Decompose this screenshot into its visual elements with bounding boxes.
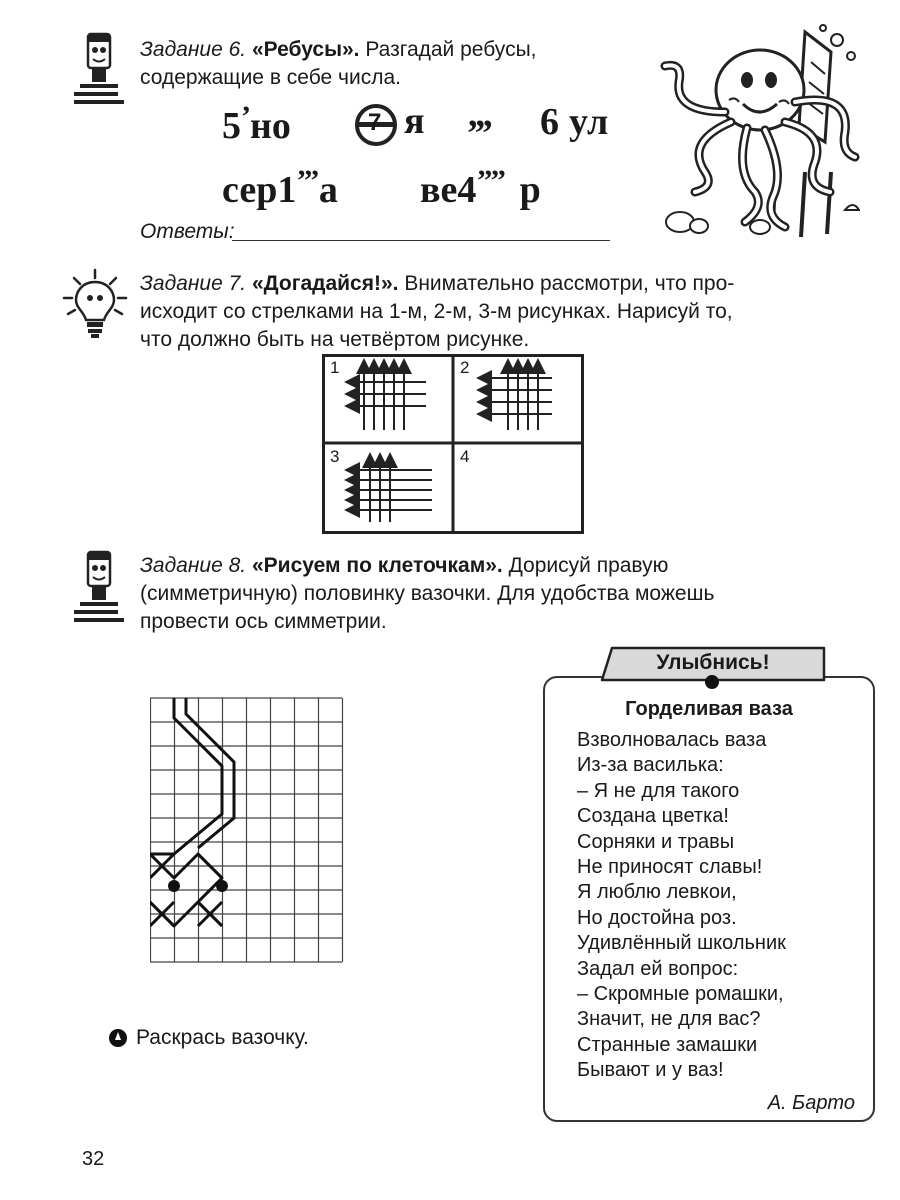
color-instruction bbox=[108, 1024, 408, 1052]
arrow-puzzle-grid bbox=[322, 354, 584, 534]
poem-line: Не приносят славы! bbox=[577, 856, 763, 879]
poem-line: Но достойна роз. bbox=[577, 906, 737, 929]
task7-title: «Догадайся!». bbox=[251, 272, 399, 295]
pencil-bullet-icon bbox=[108, 1028, 128, 1048]
task7-text-line2: исходит со стрелками на 1-м, 2-м, 3-м рисунках. Нарисуй то, bbox=[140, 300, 733, 323]
poem-author: А. Барто bbox=[767, 1092, 855, 1114]
task8-text-line3: провести ось симметрии. bbox=[140, 610, 387, 633]
answers-label: Ответы: bbox=[140, 220, 235, 243]
task7-label: Задание 7. bbox=[140, 272, 247, 295]
poem-line: – Я не для такого bbox=[577, 779, 740, 802]
rebus-6: ве4’’’’ р bbox=[420, 164, 541, 211]
poem-line: Взволновалась ваза bbox=[577, 729, 767, 751]
octopus-illustration bbox=[655, 22, 860, 247]
poem-line: Странные замашки bbox=[577, 1033, 758, 1056]
task8-text bbox=[140, 552, 880, 636]
answers-row bbox=[140, 218, 610, 246]
task6-text-line2: содержащие в себе числа. bbox=[140, 66, 401, 89]
cell-number-4: 4 bbox=[460, 447, 470, 466]
task8-label: Задание 8. bbox=[140, 554, 247, 577]
page-number: 32 bbox=[82, 1148, 105, 1170]
poem-line: Из-за василька: bbox=[577, 754, 724, 777]
cell-number-3: 3 bbox=[330, 447, 340, 466]
poem bbox=[577, 728, 786, 1084]
joke-banner-text: Улыбнись! bbox=[656, 651, 770, 674]
rebus-5: сер1’’’а bbox=[222, 164, 338, 211]
task6-label: Задание 6. bbox=[140, 38, 247, 61]
poem-line: Значит, не для вас? bbox=[577, 1008, 761, 1031]
joke-title: Горделивая ваза bbox=[625, 698, 793, 720]
poem-line: Удивлённый школьник bbox=[577, 932, 786, 955]
answer-line[interactable] bbox=[232, 218, 610, 241]
cell-number-2: 2 bbox=[460, 358, 470, 377]
task7-text-line3: что должно быть на четвёртом рисунке. bbox=[140, 328, 530, 351]
poem-line: Я люблю левкои, bbox=[577, 881, 737, 904]
poem-line: – Скромные ромашки, bbox=[577, 983, 784, 1006]
lightbulb-icon bbox=[62, 268, 128, 340]
joke-banner bbox=[598, 642, 828, 694]
color-instruction-text: Раскрась вазочку. bbox=[136, 1026, 309, 1049]
poem-line: Создана цветка! bbox=[577, 805, 729, 828]
drawing-cell-4[interactable] bbox=[455, 445, 581, 531]
rebus-3: ,,, bbox=[468, 93, 491, 135]
task7-text-line1: Внимательно рассмотри, что про- bbox=[404, 272, 735, 295]
task8-text-line1: Дорисуй правую bbox=[508, 554, 669, 577]
pencil-mascot-icon bbox=[70, 30, 128, 110]
task8-title: «Рисуем по клеточкам». bbox=[251, 554, 503, 577]
poem-line: Бывают и у ваз! bbox=[577, 1059, 724, 1082]
rebus-1: 5’но bbox=[222, 100, 291, 147]
poem-line: Сорняки и травы bbox=[577, 830, 735, 853]
rebus-4: 6 ул bbox=[540, 101, 609, 143]
pencil-mascot-icon bbox=[70, 548, 128, 628]
task6-text-line1: Разгадай ребусы, bbox=[365, 38, 537, 61]
task6-title: «Ребусы». bbox=[251, 38, 360, 61]
joke-box bbox=[543, 676, 875, 1122]
task6-text bbox=[140, 36, 650, 92]
vase-drawing-grid[interactable] bbox=[150, 694, 352, 964]
rebus-2: 7 я bbox=[354, 103, 464, 149]
poem-line: Задал ей вопрос: bbox=[577, 957, 739, 980]
task8-text-line2: (симметричную) половинку вазочки. Для удобства можешь bbox=[140, 582, 715, 605]
task7-text bbox=[140, 270, 880, 354]
cell-number-1: 1 bbox=[330, 358, 340, 377]
